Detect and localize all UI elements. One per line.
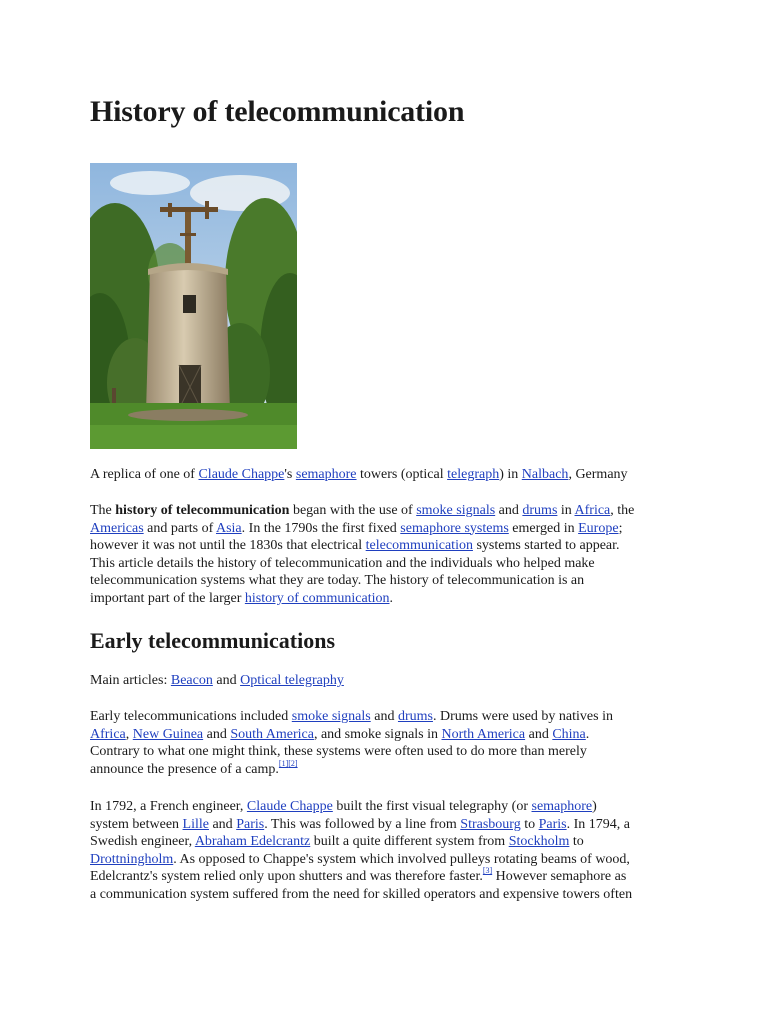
text: ) — [592, 799, 597, 814]
text: , and smoke signals in — [313, 726, 442, 742]
link-history-of-communication[interactable]: history of communication — [244, 590, 390, 606]
link-nalbach[interactable]: Nalbach — [521, 467, 569, 482]
main-articles-note — [90, 672, 682, 690]
ref-link[interactable]: [2] — [288, 758, 298, 768]
text: . In 1794, a — [566, 816, 630, 832]
link-beacon[interactable]: Beacon — [170, 673, 213, 688]
link-africa[interactable]: Africa — [574, 503, 611, 518]
ref-link[interactable]: [3] — [482, 866, 493, 876]
text-line — [90, 851, 682, 869]
link-lille[interactable]: Lille — [182, 816, 209, 832]
text: Early telecommunications included — [90, 709, 292, 724]
ref-link[interactable]: [1] — [278, 758, 289, 768]
text-line — [90, 520, 682, 538]
tower-photo[interactable] — [90, 163, 297, 449]
text-line: This article details the history of telecommunication and the individuals who helped make — [90, 555, 595, 571]
text-line — [90, 502, 682, 520]
page-title: History of telecommunication — [90, 95, 465, 128]
text-line — [90, 798, 682, 816]
text: Edelcrantz's system relied only upon shutters and was therefore faster. — [90, 869, 483, 885]
text: . In the 1790s the first fixed — [241, 520, 401, 536]
link-telecommunication[interactable]: telecommunication — [365, 538, 473, 554]
text: began with the use of — [289, 503, 417, 518]
text: However semaphore as — [492, 869, 627, 885]
link-strasbourg[interactable]: Strasbourg — [460, 816, 521, 832]
text: . — [389, 590, 394, 606]
link-north-america[interactable]: North America — [441, 726, 526, 742]
text: . Drums were used by natives in — [432, 709, 613, 724]
link-drums[interactable]: drums — [522, 503, 558, 518]
link-europe[interactable]: Europe — [578, 520, 619, 536]
link-paris[interactable]: Paris — [538, 816, 567, 832]
text: and — [495, 503, 523, 518]
text: and — [525, 726, 553, 742]
text-line: telecommunication systems what they are today. The history of telecommunication is an — [90, 573, 585, 589]
bold-term: history of telecommunication — [115, 503, 290, 518]
text: to — [569, 834, 584, 850]
text-line: Contrary to what one might think, these systems were often used to do more than merely — [90, 744, 587, 760]
link-abraham-edelcrantz[interactable]: Abraham Edelcrantz — [194, 834, 311, 850]
link-drottningholm[interactable]: Drottningholm — [90, 851, 174, 867]
text: Swedish engineer, — [90, 834, 195, 850]
link-semaphore[interactable]: semaphore — [295, 467, 357, 482]
text: Main articles: — [90, 673, 171, 688]
link-americas[interactable]: Americas — [90, 520, 144, 536]
text: however it was not until the 1830s that electrical — [90, 538, 366, 554]
link-drums[interactable]: drums — [397, 709, 433, 724]
text-line — [90, 816, 682, 834]
text: , — [125, 726, 133, 742]
text: systems started to appear. — [472, 538, 620, 554]
text: emerged in — [508, 520, 579, 536]
text-line — [90, 726, 682, 744]
link-stockholm[interactable]: Stockholm — [508, 834, 570, 850]
link-paris[interactable]: Paris — [236, 816, 265, 832]
text: . — [585, 726, 590, 742]
link-smoke-signals[interactable]: smoke signals — [416, 503, 496, 518]
link-china[interactable]: China — [552, 726, 586, 742]
text-line — [90, 758, 682, 779]
caption-text: towers (optical — [356, 467, 448, 482]
text: In 1792, a French engineer, — [90, 799, 247, 814]
text: . This was followed by a line from — [264, 816, 461, 832]
text-line — [90, 537, 682, 555]
text: in — [557, 503, 575, 518]
text: and — [212, 673, 241, 688]
caption-text: 's — [284, 467, 296, 482]
text: and — [203, 726, 231, 742]
link-optical-telegraphy[interactable]: Optical telegraphy — [240, 673, 344, 688]
caption-text: , Germany — [568, 467, 628, 482]
text-line — [90, 833, 682, 851]
text: , the — [610, 503, 635, 518]
text-line — [90, 590, 682, 608]
link-claude-chappe[interactable]: Claude Chappe — [246, 799, 333, 814]
text: to — [520, 816, 539, 832]
paragraph-early — [90, 708, 682, 778]
text: . As opposed to Chappe's system which involved pulleys rotating beams of wood, — [173, 851, 630, 867]
text-line — [90, 672, 682, 690]
intro-paragraph — [90, 502, 682, 608]
link-new-guinea[interactable]: New Guinea — [132, 726, 204, 742]
text: The — [90, 503, 116, 518]
section-heading: Early telecommunications — [90, 628, 336, 653]
link-smoke-signals[interactable]: smoke signals — [291, 709, 371, 724]
text: and — [208, 816, 237, 832]
text: built a quite different system from — [310, 834, 509, 850]
caption-text: ) in — [499, 467, 522, 482]
link-south-america[interactable]: South America — [230, 726, 314, 742]
text-line: a communication system suffered from the need for skilled operators and expensive towers often — [90, 886, 633, 902]
link-semaphore-systems[interactable]: semaphore systems — [400, 520, 509, 536]
citation — [279, 759, 298, 768]
figure-caption — [90, 466, 628, 484]
paragraph-chappe — [90, 798, 682, 904]
link-telegraph[interactable]: telegraph — [447, 467, 500, 482]
text: system between — [90, 816, 183, 832]
link-africa[interactable]: Africa — [90, 726, 126, 742]
text: built the first visual telegraphy (or — [332, 799, 532, 814]
link-asia[interactable]: Asia — [215, 520, 242, 536]
link-claude-chappe[interactable]: Claude Chappe — [198, 467, 285, 482]
text: and — [370, 709, 398, 724]
text: ; — [618, 520, 623, 536]
text: announce the presence of a camp. — [90, 761, 279, 777]
text-line — [90, 868, 682, 886]
text: and parts of — [143, 520, 216, 536]
citation — [483, 866, 492, 875]
link-semaphore[interactable]: semaphore — [531, 799, 593, 814]
caption-text: A replica of one of — [90, 467, 199, 482]
text-line — [90, 708, 682, 726]
text: important part of the larger — [90, 590, 245, 606]
